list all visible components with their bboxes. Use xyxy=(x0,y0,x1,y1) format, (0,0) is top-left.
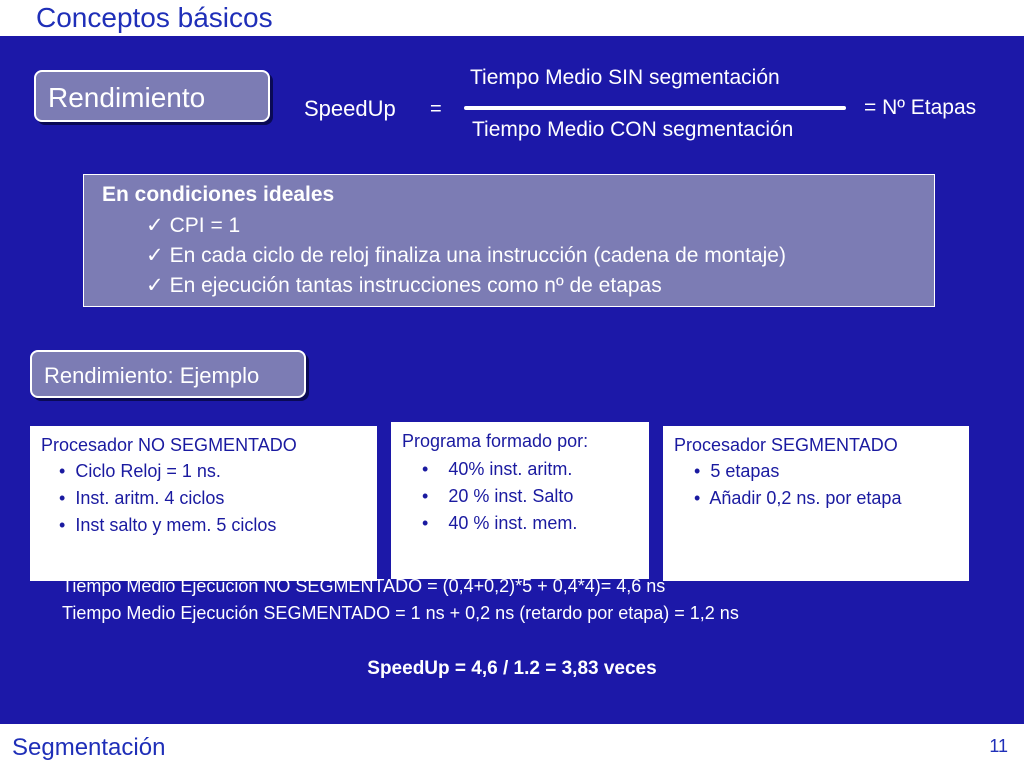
box-programa xyxy=(391,422,649,579)
list-item-text: 40% inst. aritm. xyxy=(448,459,573,479)
rendimiento-label: Rendimiento xyxy=(34,70,270,122)
ideal-item-text: En ejecución tantas instrucciones como nº de etapas xyxy=(169,274,662,297)
bullet-icon: • xyxy=(422,486,429,506)
list-item-text: Añadir 0,2 ns. por etapa xyxy=(709,488,902,508)
check-icon: ✓ xyxy=(146,244,164,267)
bullet-icon: • xyxy=(422,513,429,533)
box-title: Programa formado por: xyxy=(402,431,589,451)
box-segmentado xyxy=(663,426,969,581)
list-item xyxy=(694,461,779,482)
list-item-text: 20 % inst. Salto xyxy=(448,486,574,506)
list-item-text: Inst salto y mem. 5 ciclos xyxy=(75,515,277,535)
bullet-icon: • xyxy=(694,488,701,508)
formula-denominator: Tiempo Medio CON segmentación xyxy=(472,118,794,141)
list-item xyxy=(422,513,577,534)
list-item xyxy=(59,461,221,482)
calc-line-seg: Tiempo Medio Ejecución SEGMENTADO = 1 ns + 0,2 ns (retardo por etapa) = 1,2 ns xyxy=(62,603,739,623)
speedup-result: SpeedUp = 4,6 / 1.2 = 3,83 veces xyxy=(367,658,657,679)
ideal-conditions-title: En condiciones ideales xyxy=(102,183,335,206)
bullet-icon: • xyxy=(422,459,429,479)
footer-topic: Segmentación xyxy=(12,734,166,761)
bullet-icon: • xyxy=(59,488,66,508)
ideal-item xyxy=(146,243,786,268)
ejemplo-label: Rendimiento: Ejemplo xyxy=(30,350,306,398)
list-item-text: 5 etapas xyxy=(710,461,780,481)
formula-result: = Nº Etapas xyxy=(864,96,977,119)
bullet-icon: • xyxy=(694,461,701,481)
bullet-icon: • xyxy=(59,461,66,481)
ideal-conditions-box xyxy=(83,174,935,307)
ideal-item xyxy=(146,213,240,238)
list-item-text: 40 % inst. mem. xyxy=(448,513,578,533)
formula-speedup: SpeedUp xyxy=(304,96,396,121)
fraction-line xyxy=(464,106,846,110)
box-title: Procesador NO SEGMENTADO xyxy=(41,435,297,455)
formula-numerator: Tiempo Medio SIN segmentación xyxy=(470,66,780,89)
calc-line-no-seg: Tiempo Medio Ejecución NO SEGMENTADO = (0,4+0,2)*5 + 0,4*4)= 4,6 ns xyxy=(62,576,666,596)
bullet-icon: • xyxy=(59,515,66,535)
list-item xyxy=(59,515,276,536)
check-icon: ✓ xyxy=(146,214,164,237)
list-item xyxy=(422,486,573,507)
ideal-item-text: En cada ciclo de reloj finaliza una instrucción (cadena de montaje) xyxy=(169,244,786,267)
box-no-segmentado xyxy=(30,426,377,581)
ideal-item-text: CPI = 1 xyxy=(169,214,241,237)
list-item xyxy=(59,488,224,509)
page-number: 11 xyxy=(989,736,1008,756)
list-item xyxy=(694,488,901,509)
check-icon: ✓ xyxy=(146,274,164,297)
list-item xyxy=(422,459,572,480)
slide-header xyxy=(0,0,1024,36)
slide-footer xyxy=(0,724,1024,768)
ideal-item xyxy=(146,273,662,298)
box-title: Procesador SEGMENTADO xyxy=(674,435,898,455)
list-item-text: Ciclo Reloj = 1 ns. xyxy=(75,461,221,481)
slide-body xyxy=(0,36,1024,724)
formula-equals: = xyxy=(430,98,442,120)
list-item-text: Inst. aritm. 4 ciclos xyxy=(75,488,225,508)
slide-title: Conceptos básicos xyxy=(36,2,273,33)
